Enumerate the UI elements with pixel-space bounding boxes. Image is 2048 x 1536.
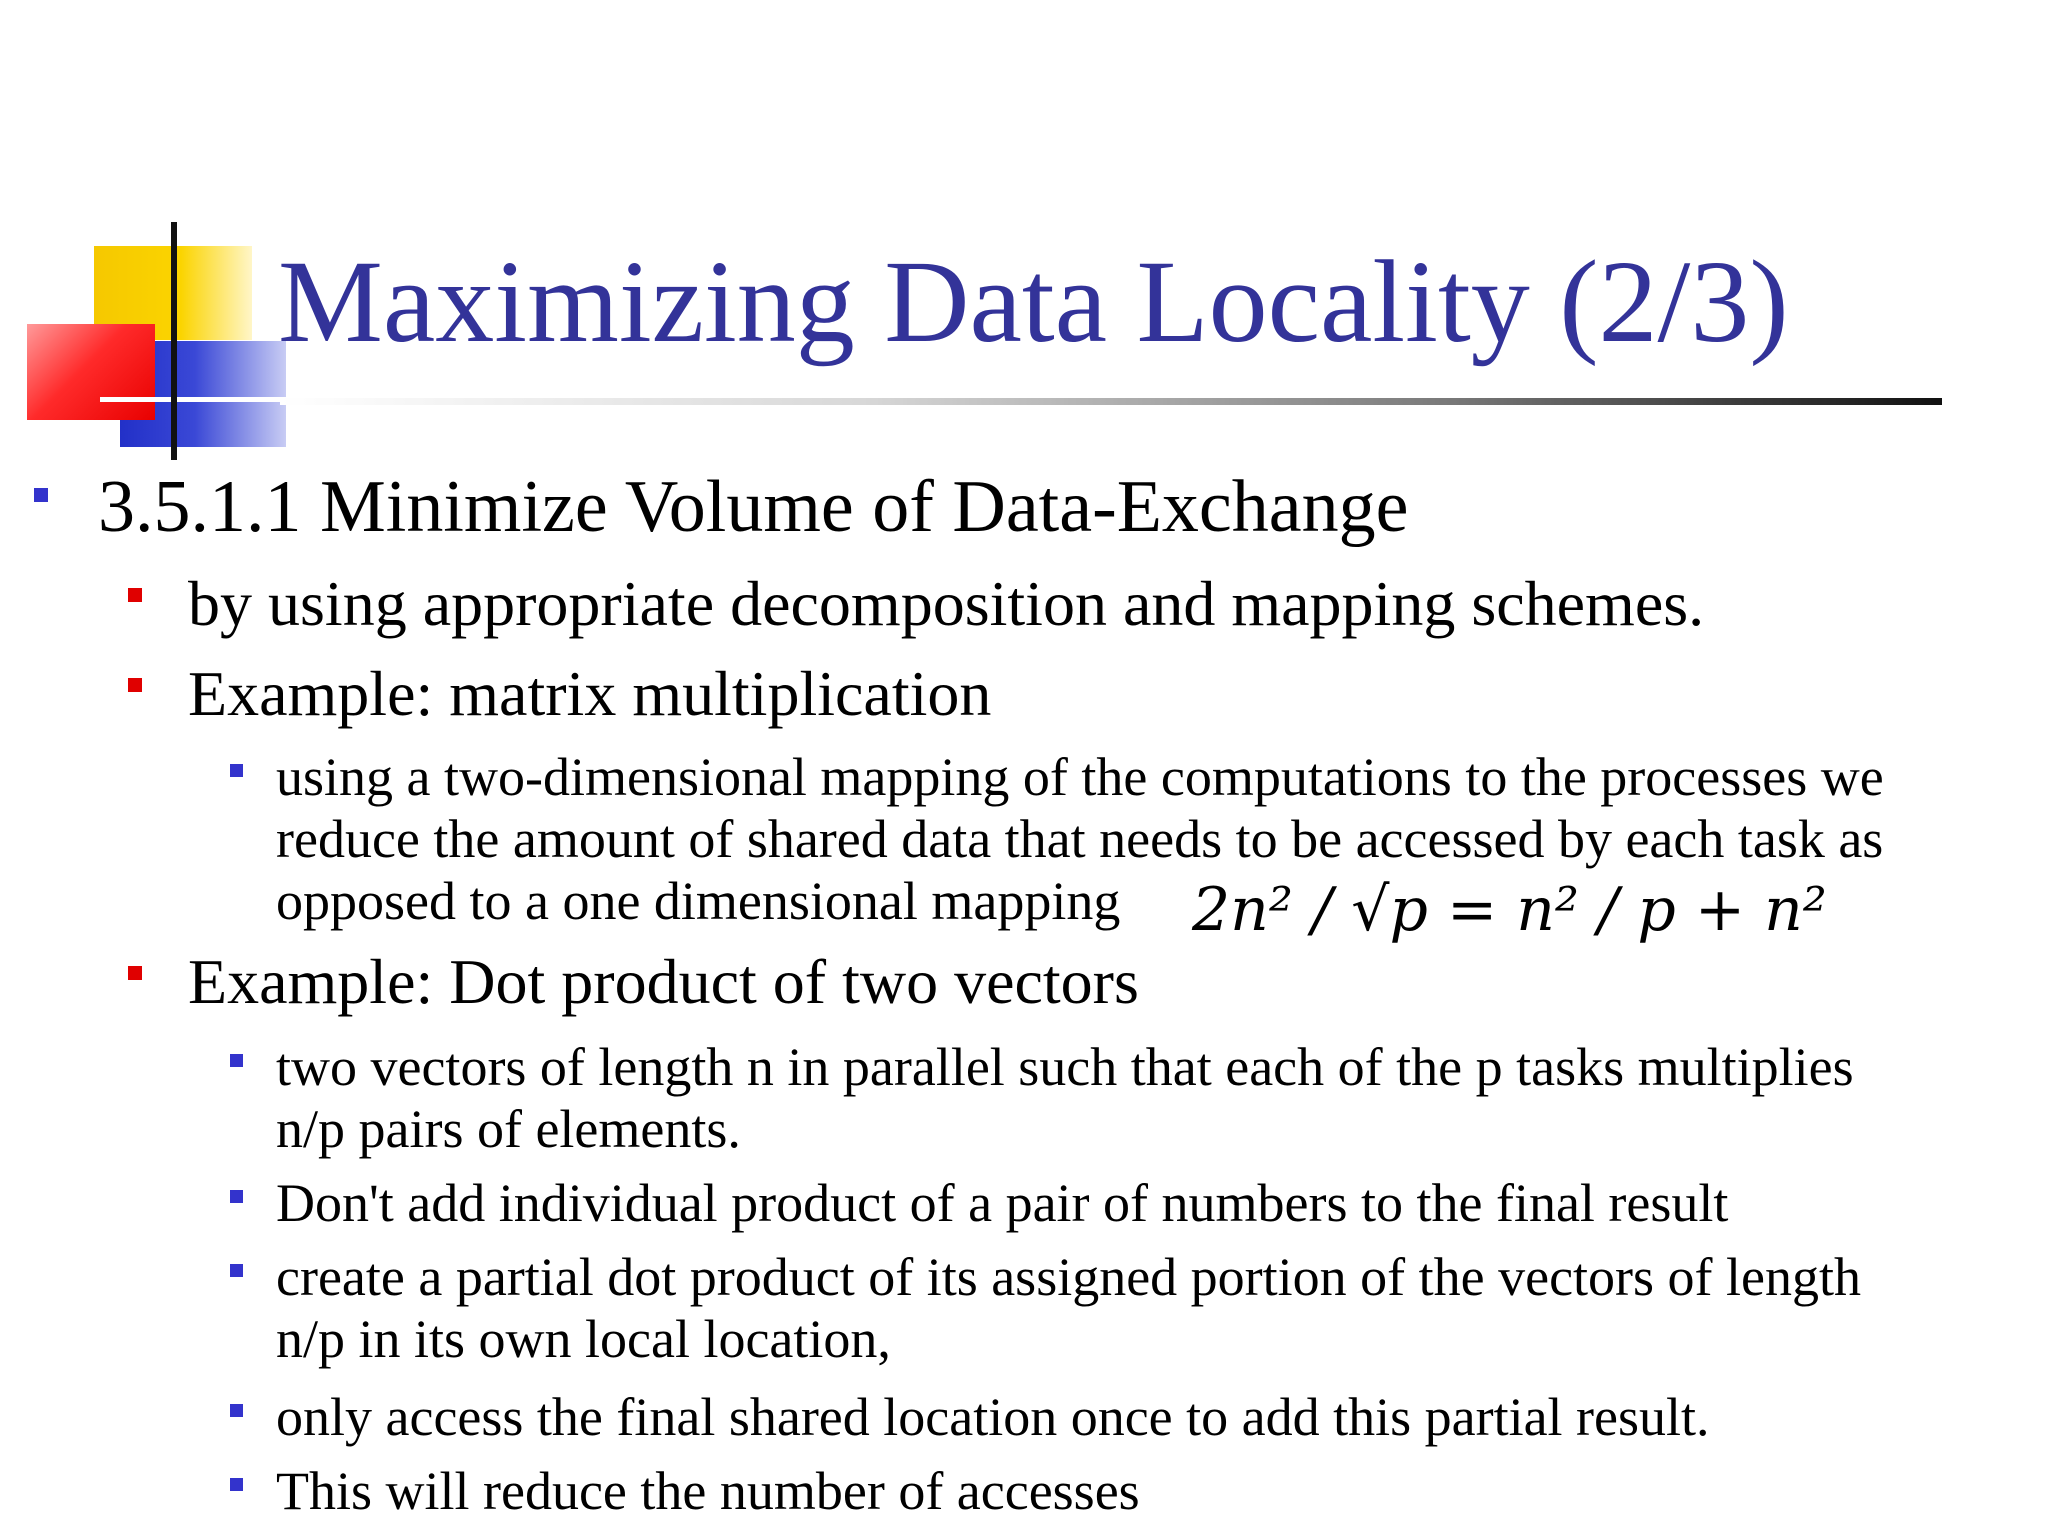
bullet-square-icon — [128, 588, 142, 602]
list-item: by using appropriate decomposition and mapping schemes. — [188, 568, 1705, 639]
bullet-square-icon — [230, 1190, 243, 1203]
list-item: Example: Dot product of two vectors — [188, 946, 1139, 1017]
list-item-line: n/p in its own local location, — [276, 1309, 891, 1369]
list-item-line: opposed to a one dimensional mapping — [276, 871, 1121, 931]
bullet-square-icon — [230, 1478, 243, 1491]
title-underline — [280, 398, 1942, 405]
bullet-square-icon — [230, 1264, 243, 1277]
list-item-line: only access the final shared location once to add this partial result. — [276, 1387, 1710, 1447]
bullet-square-icon — [34, 488, 48, 502]
logo-white-line — [100, 397, 286, 402]
list-item-line: create a partial dot product of its assigned portion of the vectors of length — [276, 1247, 1862, 1307]
bullet-square-icon — [230, 764, 243, 777]
bullet-square-icon — [230, 1054, 243, 1067]
slide-title: Maximizing Data Locality (2/3) — [278, 236, 1789, 367]
list-item-line: reduce the amount of shared data that needs to be accessed by each task as — [276, 809, 1884, 869]
list-item-line: n/p pairs of elements. — [276, 1099, 741, 1159]
logo-red-square — [27, 324, 155, 420]
bullet-square-icon — [128, 966, 142, 980]
formula: 2n² / √p = n² / p + n² — [1192, 875, 1827, 945]
list-item-line: using a two-dimensional mapping of the computations to the processes we — [276, 747, 1884, 807]
list-item-line: Don't add individual product of a pair of numbers to the final result — [276, 1173, 1729, 1233]
list-item-line: two vectors of length n in parallel such that each of the p tasks multiplies — [276, 1037, 1854, 1097]
logo-vertical-line — [171, 222, 177, 460]
bullet-square-icon — [230, 1404, 243, 1417]
heading-1: 3.5.1.1 Minimize Volume of Data-Exchange — [98, 466, 1409, 548]
list-item-line: This will reduce the number of accesses — [276, 1461, 1140, 1521]
bullet-square-icon — [128, 678, 142, 692]
list-item: Example: matrix multiplication — [188, 658, 992, 729]
